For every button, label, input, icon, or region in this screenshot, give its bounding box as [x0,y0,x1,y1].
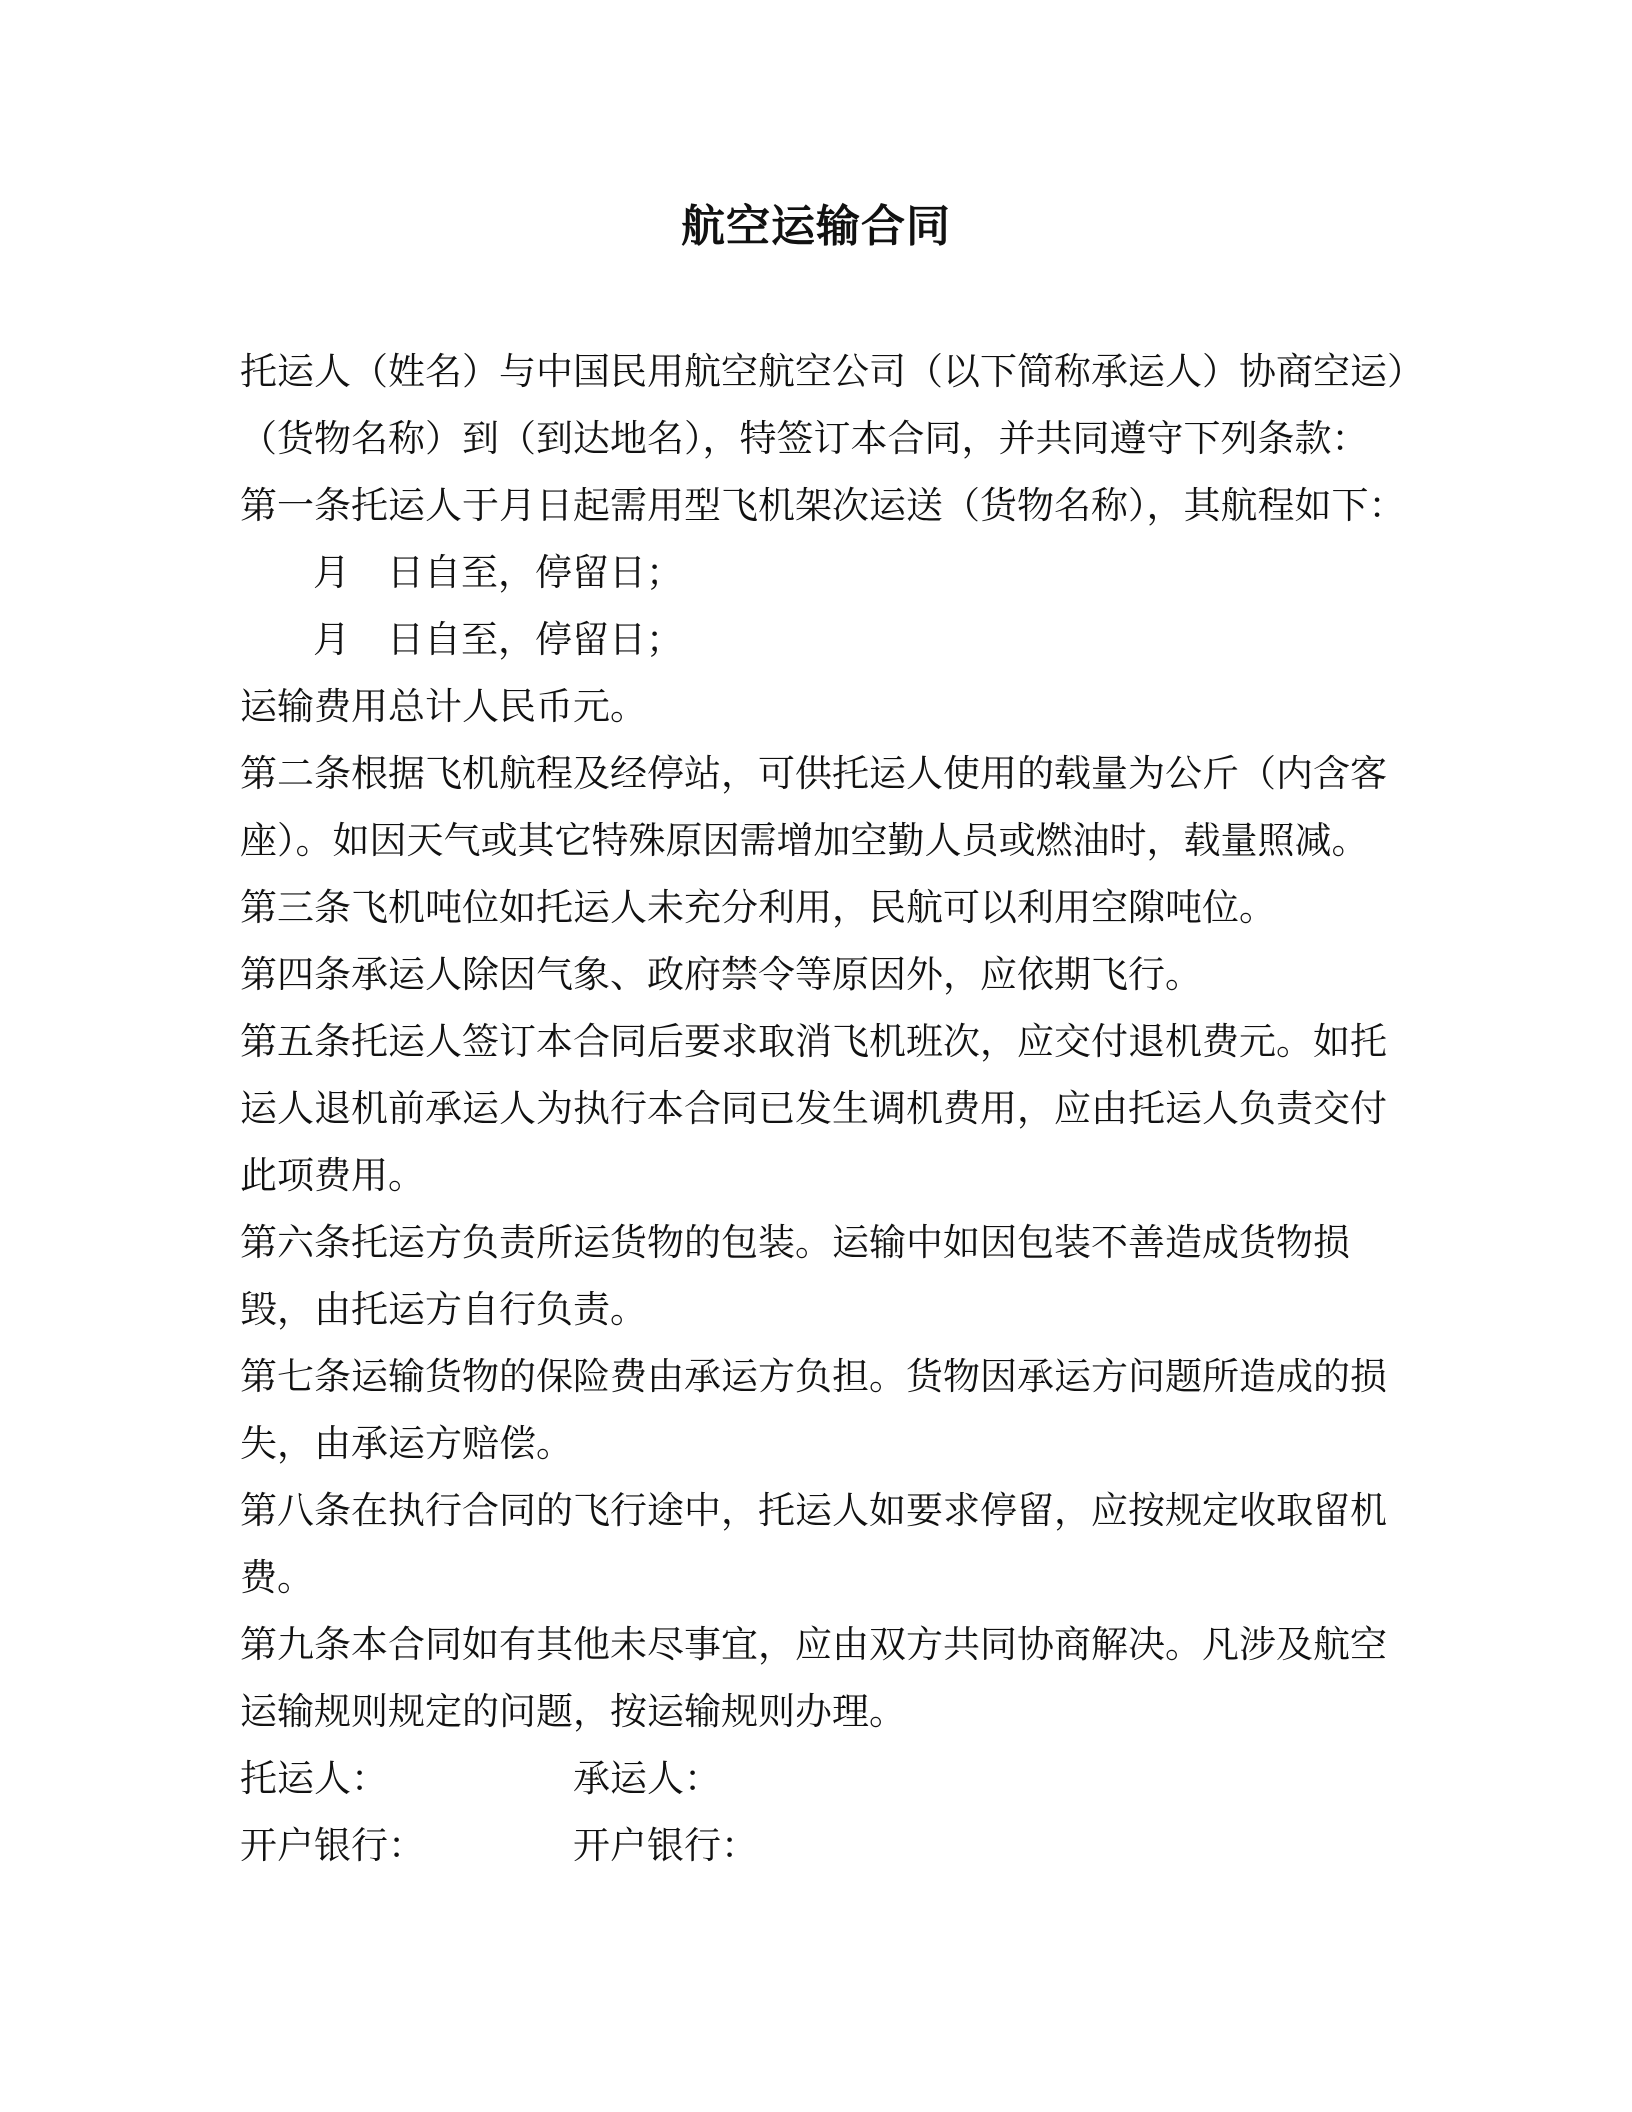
article-5-line-1: 第五条托运人签订本合同后要求取消飞机班次，应交付退机费元。如托 [240,1020,1387,1063]
carrier-bank-label: 开户银行： [573,1824,758,1867]
itinerary-row-2-month: 月 [313,618,350,661]
article-8-line-1: 第八条在执行合同的飞行途中，托运人如要求停留，应按规定收取留机 [240,1489,1387,1532]
itinerary-row-2 [240,606,1390,673]
article-9-line-1: 第九条本合同如有其他未尽事宜，应由双方共同协商解决。凡涉及航空 [240,1623,1387,1666]
intro-line-2: （货物名称）到（到达地名），特签订本合同，并共同遵守下列条款： [240,417,1369,460]
signature-row-banks [240,1812,1390,1879]
itinerary-row-1-details: 日自至，停留日； [387,551,683,594]
article-6-line-2: 毁，由托运方自行负责。 [240,1288,647,1331]
signature-row-parties [240,1745,1390,1812]
article-6-line-1: 第六条托运方负责所运货物的包装。运输中如因包装不善造成货物损 [240,1221,1350,1264]
contract-body [240,338,1424,1879]
article-8-line-2: 费。 [240,1556,314,1599]
article-5-line-2: 运人退机前承运人为执行本合同已发生调机费用，应由托运人负责交付 [240,1087,1387,1130]
itinerary-row-1 [240,539,1390,606]
article-4-line-1: 第四条承运人除因气象、政府禁令等原因外，应依期飞行。 [240,953,1202,996]
page-title: 航空运输合同 [681,201,951,252]
article-7-line-2: 失，由承运方赔偿。 [240,1422,573,1465]
article-5-line-3: 此项费用。 [240,1154,425,1197]
article-3-line-1: 第三条飞机吨位如托运人未充分利用，民航可以利用空隙吨位。 [240,886,1276,929]
itinerary-row-1-month: 月 [313,551,350,594]
total-cost-line: 运输费用总计人民币元。 [240,685,647,728]
itinerary-row-2-details: 日自至，停留日； [387,618,683,661]
article-2-line-2: 座）。如因天气或其它特殊原因需增加空勤人员或燃油时，载量照减。 [240,819,1369,862]
carrier-label: 承运人： [573,1757,721,1800]
shipper-label: 托运人： [240,1757,388,1800]
shipper-bank-label: 开户银行： [240,1824,425,1867]
intro-line-1: 托运人（姓名）与中国民用航空航空公司（以下简称承运人）协商空运） [240,350,1424,393]
article-1-line-1: 第一条托运人于月日起需用型飞机架次运送（货物名称），其航程如下： [240,484,1406,527]
article-2-line-1: 第二条根据飞机航程及经停站，可供托运人使用的载量为公斤（内含客 [240,752,1387,795]
article-7-line-1: 第七条运输货物的保险费由承运方负担。货物因承运方问题所造成的损 [240,1355,1387,1398]
article-9-line-2: 运输规则规定的问题，按运输规则办理。 [240,1690,906,1733]
